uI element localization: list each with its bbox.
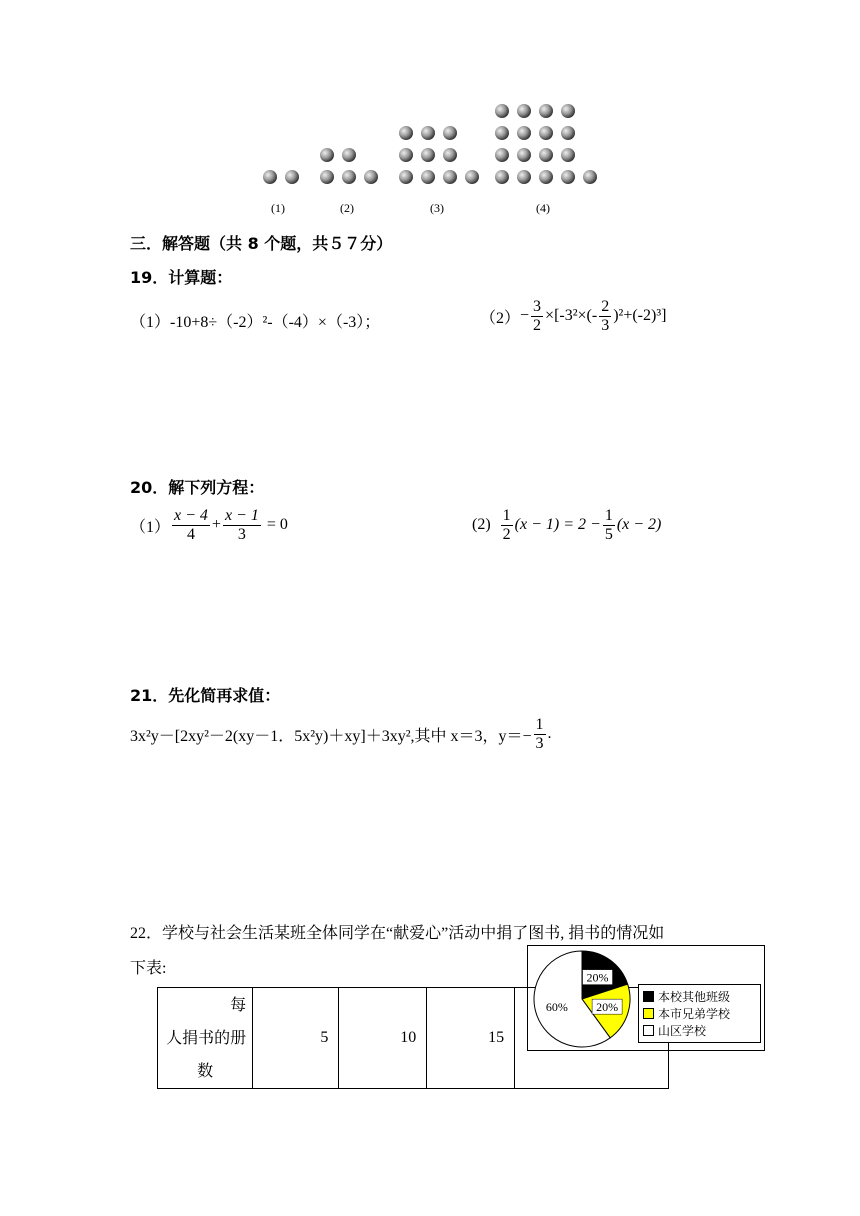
q21-expression [130,716,552,752]
legend-label-2: 本市兄弟学校 [658,1007,731,1021]
q22-line1: 22．学校与社会生活某班全体同学在“献爱心”活动中捐了图书, 捐书的情况如 [130,925,665,942]
legend-swatch-black [643,991,654,1002]
q21-fraction [534,716,546,752]
q20-p1-prefix: （1） [130,518,171,536]
legend-swatch-white [643,1025,654,1036]
dot-figure-4 [561,170,575,184]
dot-figure-2 [342,170,356,184]
q20-frac-4 [603,507,615,543]
q20-p2-tail: (x − 2) [616,516,662,534]
pie-legend [638,984,761,1043]
dot-figure-4 [539,126,553,140]
legend-label-3: 山区学校 [658,1024,707,1038]
q20-frac-3-den: 2 [502,525,511,543]
q20-plus: + [211,516,221,534]
q20-frac-1 [172,507,210,543]
q20-frac-2 [223,507,261,543]
dot-figure-4 [495,148,509,162]
q20-p2-mid: (x − 1) = 2 − [514,516,601,534]
dot-figure-4 [517,104,531,118]
dot-figure-1 [263,170,277,184]
q20-p1-tail: = 0 [266,516,288,534]
dot-figure-2 [364,170,378,184]
header-line-1: 每 [230,996,247,1014]
dot-figure-3 [421,170,435,184]
dot-figure-3 [399,148,413,162]
dot-figure-3 [421,148,435,162]
dot-figure-4 [539,170,553,184]
q19-mid: ×[-3²×(- [545,307,598,325]
dot-figure-3 [399,170,413,184]
legend-item-other-classes [643,988,756,1005]
q19-part2-prefix: （2） [480,309,521,327]
dot-figure-1 [285,170,299,184]
table-header-cell [158,988,253,1089]
legend-label-1: 本校其他班级 [658,990,731,1004]
q20-frac-1-num: x − 4 [174,507,208,524]
figure-label-1: (1) [271,201,285,215]
dot-figure-3 [465,170,479,184]
q20-frac-1-den: 4 [186,525,195,543]
q19-title: 19．计算题： [130,268,233,287]
dot-figure-4 [495,104,509,118]
pie-slice-label: 60% [545,1000,568,1015]
q20-title: 20．解下列方程： [130,478,265,497]
legend-item-mountain-schools [643,1022,756,1039]
dot-figure-2 [342,148,356,162]
figure-label-4: (4) [536,201,550,215]
dot-figure-2 [320,148,334,162]
q21-title: 21．先化简再求值： [130,686,281,705]
dot-pattern-figures [250,95,610,195]
dot-figure-4 [539,104,553,118]
dot-figure-4 [539,148,553,162]
dot-figure-4 [495,170,509,184]
q19-frac-b-den: 3 [601,316,610,334]
pie-slice-label: 20% [596,1000,619,1015]
q20-frac-4-den: 5 [604,525,613,543]
section-heading: 三．解答题（共 8 个题，共５７分） [130,234,393,253]
q20-part1 [130,507,288,543]
q20-frac-3 [501,507,513,543]
q20-frac-2-num: x − 1 [224,507,259,524]
q19-part2 [480,298,666,334]
q20-frac-2-den: 3 [237,525,246,543]
dot-figure-4 [517,126,531,140]
dot-figure-4 [517,148,531,162]
dot-figure-4 [561,104,575,118]
q19-tail: )²+(-2)³] [613,307,667,325]
dot-figure-4 [561,126,575,140]
dot-figure-3 [443,126,457,140]
q19-part1: （1）-10+8÷（-2）²-（-4）×（-3）； [130,314,381,331]
dot-figure-3 [443,148,457,162]
q19-fraction-b [599,298,611,334]
header-line-3: 数 [197,1062,214,1080]
pie-chart-box [527,945,765,1051]
dot-figure-2 [320,170,334,184]
q20-frac-4-num: 1 [604,507,613,524]
pie-chart [532,949,632,1049]
q21-expr-text: 3x²y－[2xy²－2(xy－1．5x²y)＋xy]＋3xy²,其中 x＝3，y＝− [130,727,532,745]
q21-frac-den: 3 [535,734,544,752]
q19-minus: − [520,307,530,325]
pie-slice-label: 20% [586,970,609,985]
q19-frac-a-den: 2 [533,316,542,334]
dot-figure-4 [517,170,531,184]
q19-frac-a-num: 3 [533,298,542,315]
table-cell: 15 [427,988,515,1089]
dot-figure-4 [561,148,575,162]
dot-figure-4 [495,126,509,140]
q20-part2 [472,507,661,543]
table-cell: 10 [339,988,427,1089]
legend-item-sister-schools [643,1005,756,1022]
q19-fraction-a [531,298,543,334]
dot-figure-3 [443,170,457,184]
header-line-2: 人捐书的册 [166,1029,247,1047]
q20-frac-3-num: 1 [502,507,511,524]
table-cell: 5 [253,988,339,1089]
figure-label-2: (2) [340,201,354,215]
q19-frac-b-num: 2 [601,298,610,315]
dot-figure-3 [399,126,413,140]
dot-figure-4 [583,170,597,184]
q21-end: . [547,725,552,743]
legend-swatch-yellow [643,1008,654,1019]
q22-line2: 下表: [130,960,167,977]
dot-figure-3 [421,126,435,140]
q20-p2-prefix: (2) [472,516,491,534]
q21-frac-num: 1 [535,716,544,733]
figure-label-3: (3) [430,201,444,215]
